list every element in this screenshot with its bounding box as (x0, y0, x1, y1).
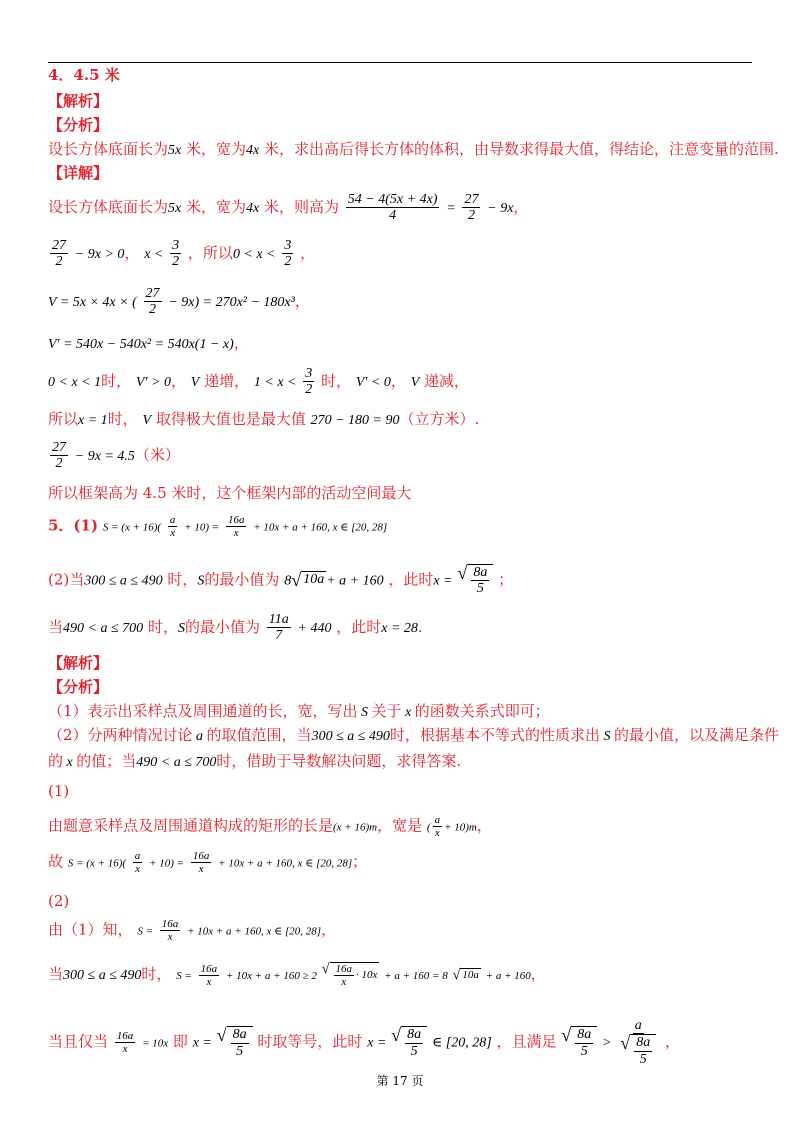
q4-detail-7 (48, 440, 180, 472)
square-root: √ $\frac{8a}{5}$ (457, 564, 493, 597)
text-fragment: ， (665, 1032, 681, 1051)
text-fragment: 8a (232, 1027, 247, 1043)
text-fragment: 2 (172, 254, 180, 270)
text-fragment: 时， (141, 965, 172, 984)
text-fragment: 8 (284, 573, 292, 589)
text-fragment: x = (192, 1035, 212, 1051)
text-fragment: 5x (168, 143, 182, 158)
text-fragment: 米，宽为 (181, 197, 247, 216)
text-fragment: 设长方体底面长为 (48, 140, 169, 158)
text-fragment: 10a (303, 572, 325, 588)
text-fragment: 当 (48, 965, 64, 984)
fraction (50, 238, 68, 270)
text-fragment: + a + 160 (326, 573, 384, 589)
q4-detail-4 (48, 334, 249, 354)
text-fragment: 【详解】 (48, 164, 109, 182)
text-fragment: 16a (192, 850, 210, 862)
text-fragment: 【分析】 (48, 678, 109, 696)
text-fragment: a (192, 729, 207, 744)
text-fragment: S = (x + 16)( (102, 521, 162, 534)
q5-part-2-text (48, 918, 336, 943)
fraction (405, 1027, 423, 1059)
text-fragment: S (599, 729, 614, 744)
text-fragment: x = 28 (381, 620, 418, 636)
fraction (334, 963, 355, 988)
text-fragment: ， (300, 243, 316, 262)
fraction (231, 1027, 249, 1059)
text-fragment: 4．4.5 米 (48, 66, 120, 84)
text-fragment: ， (390, 371, 406, 390)
text-fragment: 2 (55, 456, 63, 472)
q4-conclusion (48, 484, 411, 502)
q4-xiangjie (48, 164, 108, 182)
text-fragment: x (198, 863, 204, 876)
square-root: √ $\frac{8a}{5}$ (561, 1026, 597, 1059)
text-fragment: 5 (236, 1043, 244, 1059)
q4-jiexi (48, 92, 108, 110)
fraction (267, 612, 291, 644)
text-fragment: x = (433, 573, 453, 589)
text-fragment: 3 (305, 366, 313, 381)
text-fragment: 27 (52, 238, 66, 253)
text-fragment: a (169, 514, 176, 526)
text-fragment: V (190, 374, 200, 390)
q5-fenxi-3 (48, 752, 461, 772)
text-fragment: 时， (101, 371, 132, 390)
text-fragment: x (122, 1043, 128, 1056)
text-fragment: (2) (48, 892, 70, 910)
text-fragment: 8a (473, 565, 488, 580)
text-fragment: + 440 (297, 620, 332, 636)
q5-part-1-label (48, 782, 69, 800)
text-fragment: 米，宽为 (181, 140, 247, 158)
text-fragment: a (634, 1018, 642, 1033)
text-fragment: 8a (577, 1027, 592, 1043)
text-fragment: 即 (172, 1032, 193, 1051)
fraction (115, 1030, 136, 1055)
text-fragment: + 10x + a + 160 ≥ 2 (225, 970, 317, 983)
q5-answer-1 (48, 514, 387, 539)
text-fragment: ，所以 (187, 243, 233, 262)
text-fragment: （2）分两种情况讨论 (48, 726, 193, 744)
fraction (144, 286, 162, 318)
q5-fenxi-2 (48, 726, 779, 746)
fraction (471, 565, 489, 597)
text-fragment: 7 (275, 628, 283, 644)
text-fragment: + a + 160 = 8 (384, 970, 448, 983)
text-fragment: ， (530, 965, 546, 984)
text-fragment: V′ > 0 (135, 374, 171, 390)
text-fragment: x (401, 705, 415, 720)
q4-detail-5 (48, 366, 469, 398)
text-fragment: S = (176, 970, 192, 983)
q5-part-1-text (48, 814, 492, 839)
fraction (170, 238, 181, 270)
text-fragment: ，此时 (336, 617, 382, 636)
text-fragment: ，且满足 (496, 1032, 557, 1051)
q4-detail-2 (48, 238, 315, 270)
text-fragment: 由题意采样点及周围通道构成的矩形的长是 (48, 816, 334, 835)
text-fragment: 当且仅当 (48, 1032, 109, 1051)
text-fragment: （1）表示出采样点及周围通道的长，宽，写出 (48, 702, 358, 720)
text-fragment: 27 (52, 440, 66, 455)
text-fragment: 16a (227, 514, 245, 526)
text-fragment: x (206, 975, 212, 988)
text-fragment: − 9x) = 270x² − 180x³ (168, 294, 295, 310)
square-root: √ $\frac{8a}{5}$ (217, 1026, 253, 1059)
fraction (282, 238, 293, 270)
text-fragment: 5x (168, 200, 182, 216)
text-fragment: (x + 16)m (333, 821, 378, 834)
text-fragment: 4 (389, 208, 397, 224)
text-fragment: 的值；当 (76, 752, 137, 770)
text-fragment: 300 ≤ a ≤ 490 (84, 573, 163, 589)
fraction (191, 850, 212, 875)
text-fragment: 16a (335, 963, 353, 975)
q5-fenxi (48, 678, 108, 696)
text-fragment: 【分析】 (48, 116, 109, 134)
text-fragment: 3 (172, 238, 180, 253)
text-fragment: 2 (467, 208, 475, 224)
text-fragment: 故 (48, 852, 64, 871)
square-root: √ $\frac{8a}{5}$ (391, 1026, 427, 1059)
text-fragment: x (170, 527, 176, 540)
text-fragment: 的最小值为 (184, 617, 260, 636)
text-fragment: 27 (145, 286, 160, 301)
q4-fenxi-text (48, 140, 779, 160)
fraction (160, 918, 181, 943)
text-fragment: 时， (321, 371, 352, 390)
text-fragment: 所以框架高为 4.5 米时，这个框架内部的活动空间最大 (48, 484, 412, 502)
text-fragment: > (602, 1035, 612, 1051)
text-fragment: V = 5x × 4x × ( (48, 294, 137, 310)
text-fragment: 5 (476, 581, 484, 597)
text-fragment: ， (476, 816, 492, 835)
text-fragment: 16a (200, 962, 218, 975)
text-fragment: 米，求出高后得长方体的体积，由导数求得最大值，得结论，注意变量的范围. (259, 140, 779, 158)
text-fragment: 的最小值为 (204, 570, 280, 589)
text-fragment: 300 ≤ a ≤ 490 (311, 729, 390, 744)
text-fragment: 27 (464, 192, 479, 207)
text-fragment: (2)当 (48, 570, 85, 589)
fraction (575, 1027, 593, 1059)
text-fragment: 16a (116, 1029, 134, 1042)
text-fragment: ， (513, 197, 529, 216)
q4-answer (48, 66, 120, 84)
text-fragment: S (177, 620, 185, 636)
text-fragment: · 10x (356, 969, 378, 981)
fraction (50, 440, 68, 472)
text-fragment: 270 − 180 = 90 (310, 413, 400, 428)
text-fragment: 0 < x < (232, 246, 276, 262)
text-fragment: 2 (305, 382, 313, 398)
text-fragment: 3 (284, 238, 292, 253)
text-fragment: 当 (48, 617, 64, 636)
header-rule (48, 62, 752, 63)
text-fragment: V (142, 413, 152, 428)
q4-detail-1 (48, 192, 528, 224)
fraction (133, 850, 143, 875)
text-fragment: (1) (48, 782, 70, 800)
text-fragment: 取得极大值也是最大值 (151, 410, 306, 428)
text-fragment: ， (294, 291, 310, 310)
text-fragment: 54 − 4(5x + 4x) (347, 192, 438, 207)
square-root: √ 10a (291, 570, 325, 591)
fraction (462, 192, 480, 224)
fraction (168, 514, 178, 539)
text-fragment: 关于 (371, 702, 402, 720)
text-fragment: x (167, 931, 173, 944)
text-fragment: 0 < x < 1 (48, 374, 102, 390)
text-fragment: 5 (410, 1043, 418, 1059)
text-fragment: x < (144, 246, 164, 262)
text-fragment: S (197, 573, 205, 589)
q4-detail-3 (48, 286, 310, 318)
text-fragment: x (341, 976, 347, 989)
text-fragment: ， (321, 920, 337, 939)
text-fragment: x (233, 527, 239, 540)
text-fragment: ，宽是 (377, 816, 423, 835)
text-fragment: 5．(1) (48, 516, 99, 535)
text-fragment: 10a (462, 968, 479, 981)
text-fragment: 时， (107, 410, 138, 428)
text-fragment: x = (367, 1035, 387, 1051)
text-fragment: + 10x + a + 160, x ∈ [20, 28] (187, 925, 322, 938)
text-fragment: . (417, 617, 423, 636)
text-fragment: = 10x (142, 1037, 169, 1050)
text-fragment: − 9x > 0 (74, 246, 125, 262)
text-fragment: a (134, 850, 141, 862)
text-fragment: + 10x + a + 160, x ∈ [20, 28] (218, 857, 353, 870)
text-fragment: ； (498, 570, 514, 589)
text-fragment: 时， (167, 570, 198, 589)
fraction (634, 1035, 652, 1067)
text-fragment: （米） (134, 445, 180, 464)
q5-part-2-inequality (48, 962, 546, 988)
text-fragment: − 9x (487, 200, 514, 216)
square-root: √ 10a (452, 966, 479, 983)
text-fragment: + 10x + a + 160, x ∈ [20, 28] (253, 521, 388, 534)
text-fragment: 300 ≤ a ≤ 490 (63, 968, 142, 984)
text-fragment: x = 1 (78, 413, 108, 428)
text-fragment: 2 (149, 302, 157, 318)
text-fragment: + 10) = (149, 857, 185, 870)
text-fragment: 490 < a ≤ 700 (136, 755, 217, 770)
text-fragment: + 10) = (184, 521, 220, 534)
text-fragment: 16a (161, 918, 179, 930)
fraction (433, 814, 443, 839)
text-fragment: x (135, 863, 140, 876)
text-fragment: 所以 (48, 410, 79, 428)
text-fragment: = (446, 200, 456, 216)
text-fragment: 2 (55, 254, 63, 270)
text-fragment: a (434, 814, 441, 826)
text-fragment: 5 (639, 1051, 647, 1067)
text-fragment: 4x (246, 143, 260, 158)
text-fragment: x (434, 827, 440, 840)
text-fragment: + 10)m (444, 821, 477, 834)
text-fragment: + a + 160 (485, 970, 531, 983)
text-fragment: x (63, 755, 77, 770)
text-fragment: ， (124, 243, 140, 262)
fraction (346, 192, 440, 224)
text-fragment: 的函数关系式即可； (414, 702, 550, 720)
text-fragment: 的 (48, 752, 64, 770)
q4-detail-6 (48, 410, 479, 430)
text-fragment: 米，则高为 (259, 197, 340, 216)
fraction (303, 366, 314, 398)
q5-answer-2 (48, 564, 513, 597)
text-fragment: 1 < x < (253, 374, 297, 390)
text-fragment: ∈ [20, 28] (431, 1035, 492, 1051)
text-fragment: ，此时 (388, 570, 434, 589)
text-fragment: 8a (636, 1035, 651, 1051)
text-fragment: 时， (147, 617, 178, 636)
page-number: 第 17 页 (376, 1074, 424, 1088)
text-fragment: ， (233, 334, 249, 352)
text-fragment: 4x (246, 200, 260, 216)
text-fragment: 递减， (419, 371, 470, 390)
text-fragment: V′ = 540x − 540x² = 540x(1 − x) (48, 337, 234, 352)
text-fragment: 的取值范围，当 (206, 726, 312, 744)
text-fragment: S (357, 705, 372, 720)
text-fragment: ； (352, 852, 368, 871)
q5-fenxi-1 (48, 702, 550, 722)
text-fragment: 递增， (199, 371, 250, 390)
text-fragment: S = (137, 925, 154, 938)
q5-part-1-formula (48, 850, 367, 875)
text-fragment: 由（1）知， (48, 920, 133, 939)
text-fragment: S = (x + 16)( (67, 857, 127, 870)
text-fragment: 8a (407, 1027, 422, 1043)
q5-jiexi (48, 654, 108, 672)
text-fragment: 【解析】 (48, 654, 109, 672)
text-fragment: V (410, 374, 420, 390)
text-fragment: ， (170, 371, 186, 390)
text-fragment: 【解析】 (48, 92, 109, 110)
q5-part-2-equality (48, 1018, 680, 1067)
square-root: √ $\frac{16a}{x}$ · 10x (321, 961, 378, 989)
text-fragment: （立方米）. (399, 410, 480, 428)
text-fragment: − 9x = 4.5 (74, 448, 135, 464)
fraction (199, 963, 220, 988)
fraction (226, 514, 247, 539)
fraction (618, 1018, 658, 1067)
text-fragment: 5 (580, 1043, 588, 1059)
text-fragment: 490 < a ≤ 700 (63, 620, 144, 636)
text-fragment: 时，根据基本不等式的性质求出 (389, 726, 600, 744)
text-fragment: 2 (284, 254, 292, 270)
q4-fenxi (48, 116, 108, 134)
square-root: √ $\frac{8a}{5}$ (620, 1034, 656, 1067)
text-fragment: 的最小值，以及满足条件 (613, 726, 779, 744)
q5-part-2-label (48, 892, 69, 910)
text-fragment: 时，借助于导数解决问题，求得答案. (216, 752, 462, 770)
text-fragment: ( (426, 821, 431, 834)
text-fragment: 时取等号，此时 (257, 1032, 363, 1051)
text-fragment: 设长方体底面长为 (48, 197, 169, 216)
text-fragment: V′ < 0 (355, 374, 391, 390)
q5-answer-3 (48, 612, 423, 644)
text-fragment: 11a (268, 612, 289, 627)
